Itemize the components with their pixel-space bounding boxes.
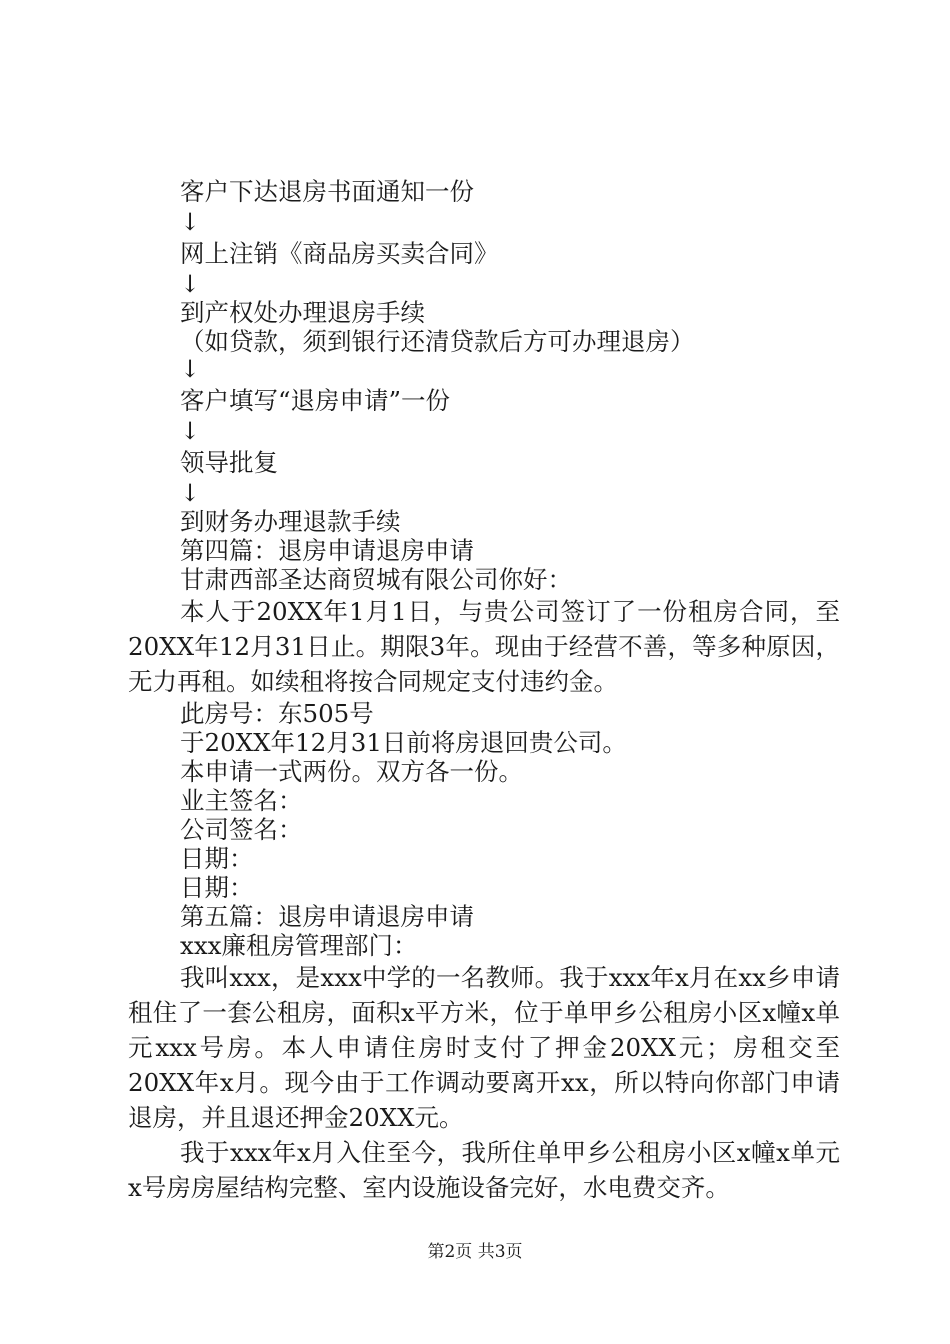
owner-signature-label: 业主签名：	[180, 786, 303, 815]
section4-copies: 本申请一式两份。双方各一份。	[180, 757, 523, 786]
document-body	[128, 174, 840, 1205]
flow-step-loan-note: （如贷款，须到银行还清贷款后方可办理退房）	[180, 327, 695, 356]
section4-return-date: 于20XX年12月31日前将房退回贵公司。	[180, 728, 627, 757]
company-signature-label: 公司签名：	[180, 815, 303, 844]
section5-heading: 第五篇：退房申请退房申请	[180, 902, 474, 931]
down-arrow-icon: ↓	[180, 417, 201, 445]
flow-step-property-office: 到产权处办理退房手续	[180, 298, 425, 327]
down-arrow-icon: ↓	[180, 355, 201, 383]
flow-step-cancel-contract: 网上注销《商品房买卖合同》	[180, 239, 499, 268]
section4-paragraph: 本人于20XX年1月1日，与贵公司签订了一份租房合同，至20XX年12月31日止。期限3年。现由于经营不善，等多种原因，无力再租。如续租将按合同规定支付违约金。	[128, 597, 840, 696]
date-label: 日期：	[180, 844, 254, 873]
section4-room-number: 此房号：东505号	[180, 699, 374, 728]
down-arrow-icon: ↓	[180, 479, 201, 507]
section5-paragraph-2: 我于xxx年x月入住至今，我所住单甲乡公租房小区x幢x单元x号房房屋结构完整、室内设施设备完好，水电费交齐。	[128, 1138, 840, 1202]
date-label: 日期：	[180, 873, 254, 902]
flow-step-approval: 领导批复	[180, 448, 278, 477]
section5-paragraph-1: 我叫xxx，是xxx中学的一名教师。我于xxx年x月在xx乡申请租住了一套公租房，面积x平方米，位于单甲乡公租房小区x幢x单元xxx号房。本人申请住房时支付了押金20XX元；房租交至20XX年x月。现今由于工作调动要离开xx，所以特向你部门申请退房，并且退还押金20XX元。	[128, 963, 840, 1132]
section4-addressee: 甘肃西部圣达商贸城有限公司你好：	[180, 565, 572, 594]
page-footer: 第2页 共3页	[427, 1242, 523, 1262]
down-arrow-icon: ↓	[180, 270, 201, 298]
flow-step-fill-application: 客户填写“退房申请”一份	[180, 386, 451, 415]
flow-step-notice: 客户下达退房书面通知一份	[180, 177, 474, 206]
down-arrow-icon: ↓	[180, 208, 201, 236]
flow-step-refund: 到财务办理退款手续	[180, 507, 401, 536]
section5-addressee: xxx廉租房管理部门：	[180, 931, 418, 960]
section4-heading: 第四篇：退房申请退房申请	[180, 536, 474, 565]
